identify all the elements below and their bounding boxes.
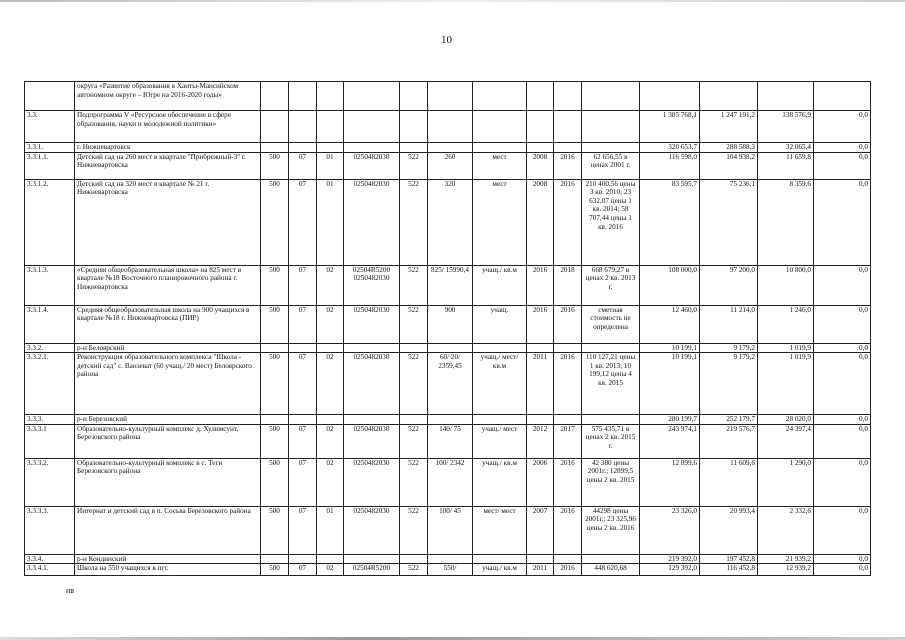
table-cell — [400, 554, 428, 564]
table-cell: 522 — [400, 564, 428, 576]
table-cell: 02 — [317, 424, 344, 458]
table-row — [25, 424, 871, 458]
table-cell: 11 609,6 — [700, 458, 758, 506]
table-cell: 1 019,9 — [758, 353, 814, 415]
table-cell: Средняя общеобразовательная школа на 900 учащихся в квартале №18 г. Нижневартовска (ПИР) — [75, 305, 261, 343]
table-cell: 1 247 191,2 — [700, 111, 758, 143]
table-cell: 0,0 — [814, 265, 871, 305]
table-cell: 3.3.3.3. — [25, 506, 75, 554]
table-cell: 3.3. — [25, 111, 75, 143]
table-cell: 2016 — [554, 353, 582, 415]
table-cell: 07 — [289, 564, 317, 576]
table-cell: 10 800,0 — [758, 265, 814, 305]
table-cell: 10 199,1 — [640, 343, 700, 353]
table-cell: 02 — [317, 564, 344, 576]
table-cell: 0,0 — [814, 424, 871, 458]
table-cell — [261, 111, 289, 143]
table-cell — [261, 343, 289, 353]
table-cell — [289, 343, 317, 353]
table-cell — [473, 343, 527, 353]
table-cell: 210 400,56 цены 3 кв. 2010; 23 632,07 цены 1 кв. 2014; 58 707,44 цены 1 кв. 2016 — [582, 179, 640, 265]
table-cell: 97 200,0 — [700, 265, 758, 305]
table-cell: 320 — [428, 179, 473, 265]
table-cell: 02 — [317, 353, 344, 415]
table-cell — [25, 82, 75, 111]
table-cell: 07 — [289, 458, 317, 506]
table-cell: 3.3.2. — [25, 343, 75, 353]
table-cell: Детский сад на 320 мест в квартале № 21 г. Нижневартовска — [75, 179, 261, 265]
table-cell: 02504R5200 0250482030 — [344, 265, 400, 305]
table-cell: мест — [473, 152, 527, 179]
table-cell: 138 576,9 — [758, 111, 814, 143]
table-cell: 0250482030 — [344, 152, 400, 179]
table-cell: 500 — [261, 353, 289, 415]
table-cell: 108 000,0 — [640, 265, 700, 305]
table-cell — [400, 415, 428, 425]
table-cell — [428, 415, 473, 425]
table-cell: 2016 — [554, 506, 582, 554]
table-cell — [428, 111, 473, 143]
table-cell — [317, 143, 344, 153]
table-cell: 260 — [428, 152, 473, 179]
table-cell: 28 020,0 — [758, 415, 814, 425]
table-cell: 9 179,2 — [700, 353, 758, 415]
table-cell: мест/ мест — [473, 506, 527, 554]
table-cell: 0,0 — [814, 111, 871, 143]
table-cell: 21 939,2 — [758, 554, 814, 564]
table-cell: 23 326,0 — [640, 506, 700, 554]
table-cell — [289, 415, 317, 425]
table-cell — [289, 111, 317, 143]
table-cell — [758, 82, 814, 111]
table-cell: 2017 — [554, 424, 582, 458]
table-cell — [527, 343, 554, 353]
table-cell: 2016 — [554, 152, 582, 179]
table-cell: 0250482030 — [344, 424, 400, 458]
table-cell — [582, 143, 640, 153]
table-cell: 522 — [400, 265, 428, 305]
table-cell: 01 — [317, 179, 344, 265]
table-cell: 2016 — [554, 564, 582, 576]
table-cell — [317, 82, 344, 111]
table-cell: 0,0 — [814, 143, 871, 153]
table-cell: 8 359,6 — [758, 179, 814, 265]
table-cell — [554, 111, 582, 143]
table-cell: 0,0 — [814, 152, 871, 179]
table-cell — [473, 554, 527, 564]
table-cell: 100/ 45 — [428, 506, 473, 554]
table-cell: 550/ — [428, 564, 473, 576]
table-cell: 07 — [289, 152, 317, 179]
table-cell: 07 — [289, 353, 317, 415]
table-cell: 02 — [317, 305, 344, 343]
table-cell: 3.3.1.3. — [25, 265, 75, 305]
table-cell: 3.3.3.2. — [25, 458, 75, 506]
table-cell: «Средняя общеобразовательная школа» на 825 мест в квартале №18 Восточного планировочного района г. Нижневартовска — [75, 265, 261, 305]
table-cell: 1 290,0 — [758, 458, 814, 506]
table-cell: 42 380 цены 2001г.; 12899,5 цены 2 кв. 2015 — [582, 458, 640, 506]
footer-mark: нв — [66, 586, 75, 595]
table-cell — [261, 554, 289, 564]
page-number: 10 — [441, 34, 452, 46]
table-cell: 01 — [317, 152, 344, 179]
table-cell: 02 — [317, 265, 344, 305]
table-cell: 219 392,0 — [640, 554, 700, 564]
table-cell — [428, 343, 473, 353]
table-cell: учащ./ кв.м — [473, 458, 527, 506]
table-cell: 62 656,55 в ценах 2001 г. — [582, 152, 640, 179]
table-row — [25, 265, 871, 305]
table-cell — [582, 343, 640, 353]
table-cell — [400, 143, 428, 153]
table-cell — [527, 415, 554, 425]
table-cell: 104 938,2 — [700, 152, 758, 179]
table-cell: 01 — [317, 506, 344, 554]
table-cell: 02 — [317, 458, 344, 506]
table-cell: 522 — [400, 152, 428, 179]
table-row — [25, 554, 871, 564]
table-cell — [554, 82, 582, 111]
table-row — [25, 458, 871, 506]
table-cell: р-н Белоярский — [75, 343, 261, 353]
table-cell: 0,0 — [814, 343, 871, 353]
table-cell — [527, 111, 554, 143]
table-cell: 2008 — [527, 179, 554, 265]
table-cell — [473, 415, 527, 425]
table-cell: 07 — [289, 265, 317, 305]
table-cell — [261, 143, 289, 153]
budget-table — [24, 81, 871, 576]
table-row — [25, 152, 871, 179]
table-cell: 668 679,27 в ценах 2 кв. 2013 г. — [582, 265, 640, 305]
table-cell: Образовательно-культурный комплекс д. Хулимсунт, Березовского района — [75, 424, 261, 458]
table-row — [25, 305, 871, 343]
table-cell: 3.3.4. — [25, 554, 75, 564]
table-cell: 2007 — [527, 506, 554, 554]
table-cell: 100/ 2342 — [428, 458, 473, 506]
table-cell: 116 598,0 — [640, 152, 700, 179]
table-cell: 0250482030 — [344, 305, 400, 343]
table-cell: 288 588,3 — [700, 143, 758, 153]
table-cell — [344, 554, 400, 564]
table-cell: 500 — [261, 424, 289, 458]
table-cell — [344, 82, 400, 111]
table-cell: 1 019,9 — [758, 343, 814, 353]
table-cell: сметная стоимость не определена — [582, 305, 640, 343]
table-cell — [554, 343, 582, 353]
table-cell: 2 332,6 — [758, 506, 814, 554]
table-cell: 0,0 — [814, 458, 871, 506]
table-cell — [317, 554, 344, 564]
table-cell — [473, 143, 527, 153]
table-cell: 32 065,4 — [758, 143, 814, 153]
table-cell: 12 939,2 — [758, 564, 814, 576]
table-cell: 44298 цены 2001г.; 23 325,96 цены 2 кв. 2016 — [582, 506, 640, 554]
table-cell: 07 — [289, 506, 317, 554]
table-cell — [582, 415, 640, 425]
table-cell: 825/ 15990,4 — [428, 265, 473, 305]
table-row — [25, 353, 871, 415]
table-cell: 0250482030 — [344, 353, 400, 415]
table-cell: 522 — [400, 353, 428, 415]
table-cell: Детский сад на 260 мест в квартале "Прибрежный-3" г. Нижневартовска — [75, 152, 261, 179]
table-cell: 0,0 — [814, 554, 871, 564]
table-cell: 500 — [261, 265, 289, 305]
table-cell — [344, 111, 400, 143]
table-cell: 320 653,7 — [640, 143, 700, 153]
table-cell: 2016 — [527, 265, 554, 305]
table-cell: 0,0 — [814, 179, 871, 265]
table-cell — [344, 143, 400, 153]
table-cell: 129 392,0 — [640, 564, 700, 576]
table-cell — [317, 343, 344, 353]
table-cell: 500 — [261, 564, 289, 576]
table-cell: 0,0 — [814, 305, 871, 343]
table-cell — [400, 343, 428, 353]
table-cell — [582, 82, 640, 111]
table-row — [25, 143, 871, 153]
scan-edge-top — [0, 0, 905, 2]
table-cell — [554, 143, 582, 153]
table-cell: 522 — [400, 458, 428, 506]
table-cell: г. Нижневартовск — [75, 143, 261, 153]
table-cell: 12 899,6 — [640, 458, 700, 506]
table-cell — [289, 143, 317, 153]
table-cell: 500 — [261, 305, 289, 343]
table-cell — [554, 554, 582, 564]
table-cell: р-н Березовский — [75, 415, 261, 425]
table-cell: 500 — [261, 179, 289, 265]
table-cell: 11 214,0 — [700, 305, 758, 343]
table-cell: 280 199,7 — [640, 415, 700, 425]
table-cell: 10 199,1 — [640, 353, 700, 415]
table-cell: учащ./ кв.м — [473, 564, 527, 576]
table-cell — [261, 82, 289, 111]
table-cell: 0250482030 — [344, 179, 400, 265]
table-cell: 0250482030 — [344, 458, 400, 506]
table-cell: 0250482030 — [344, 506, 400, 554]
table-cell — [554, 415, 582, 425]
table-cell — [261, 415, 289, 425]
table-cell — [428, 82, 473, 111]
table-row — [25, 111, 871, 143]
table-cell: 9 179,2 — [700, 343, 758, 353]
table-cell: 575 435,71 в ценах 2 кв. 2015 г. — [582, 424, 640, 458]
table-cell: 3.3.3.1 — [25, 424, 75, 458]
table-cell: 522 — [400, 506, 428, 554]
table-cell: 02504R5200 — [344, 564, 400, 576]
table-cell: 2012 — [527, 424, 554, 458]
table-cell: 3.3.1. — [25, 143, 75, 153]
table-cell — [317, 415, 344, 425]
table-cell: 75 236,1 — [700, 179, 758, 265]
table-cell — [289, 554, 317, 564]
table-cell — [400, 111, 428, 143]
table-cell — [400, 82, 428, 111]
table-cell: 197 452,8 — [700, 554, 758, 564]
table-cell: 24 397,4 — [758, 424, 814, 458]
table-cell — [428, 554, 473, 564]
table-cell: 11 659,8 — [758, 152, 814, 179]
table-cell: 20 993,4 — [700, 506, 758, 554]
table-cell: 252 179,7 — [700, 415, 758, 425]
table-cell: 140/ 75 — [428, 424, 473, 458]
table-cell: учащ./ мест/ кв.м — [473, 353, 527, 415]
table-row — [25, 415, 871, 425]
table-cell: 2018 — [554, 265, 582, 305]
table-cell — [582, 111, 640, 143]
table-cell — [289, 82, 317, 111]
table-cell: учащ./ кв.м — [473, 265, 527, 305]
table-cell — [473, 111, 527, 143]
table-cell: 900 — [428, 305, 473, 343]
table-cell — [814, 82, 871, 111]
table-cell — [473, 82, 527, 111]
table-cell — [640, 82, 700, 111]
table-cell — [344, 343, 400, 353]
table-cell: 522 — [400, 424, 428, 458]
table-cell: 0,0 — [814, 564, 871, 576]
table-cell: 219 576,7 — [700, 424, 758, 458]
table-cell: Интернат и детский сад в п. Сосьва Березовского района — [75, 506, 261, 554]
table-cell — [317, 111, 344, 143]
table-cell — [428, 143, 473, 153]
table-cell: 3.3.1.2. — [25, 179, 75, 265]
table-cell: 500 — [261, 506, 289, 554]
table-cell: 116 452,8 — [700, 564, 758, 576]
table-cell: мест — [473, 179, 527, 265]
table-cell: округа «Развитие образования в Ханты-Мансийском автономном округе – Югре на 2016-2020 годы» — [75, 82, 261, 111]
table-row — [25, 564, 871, 576]
table-cell: 1 385 768,1 — [640, 111, 700, 143]
table-cell — [700, 82, 758, 111]
table-cell: учащ. — [473, 305, 527, 343]
table-cell: 2011 — [527, 564, 554, 576]
table-cell: 1 246,0 — [758, 305, 814, 343]
table-row — [25, 506, 871, 554]
table-cell — [527, 143, 554, 153]
table-cell: 83 595,7 — [640, 179, 700, 265]
table-cell: 2006 — [527, 458, 554, 506]
table-cell: 12 460,0 — [640, 305, 700, 343]
table-cell: 3.3.1.1. — [25, 152, 75, 179]
table-row — [25, 82, 871, 111]
table-cell: 448 620,68 — [582, 564, 640, 576]
table-cell: 3.3.4.1. — [25, 564, 75, 576]
table-cell: 60/ 20/ 2359,45 — [428, 353, 473, 415]
table-cell: 0,0 — [814, 353, 871, 415]
table-cell: р-н Кондинский — [75, 554, 261, 564]
table-cell: 0,0 — [814, 415, 871, 425]
table-cell: 522 — [400, 179, 428, 265]
table-cell: 3.3.3. — [25, 415, 75, 425]
table-cell: Подпрограмма V «Ресурсное обеспечение в сфере образования, науки и молодежной политики» — [75, 111, 261, 143]
table-cell: 2011 — [527, 353, 554, 415]
table-cell: 3.3.2.1. — [25, 353, 75, 415]
table-cell: 3.3.1.4. — [25, 305, 75, 343]
table-cell: 500 — [261, 458, 289, 506]
table-cell — [527, 82, 554, 111]
table-cell: Школа на 550 учащихся в пгт. — [75, 564, 261, 576]
table-cell: 2016 — [527, 305, 554, 343]
table-cell — [344, 415, 400, 425]
table-cell: 0,0 — [814, 506, 871, 554]
table-cell: 110 127,21 цены 1 кв. 2013; 10 199,12 цены 4 кв. 2015 — [582, 353, 640, 415]
table-cell: 07 — [289, 179, 317, 265]
table-cell: 522 — [400, 305, 428, 343]
table-row — [25, 343, 871, 353]
table-cell: 07 — [289, 305, 317, 343]
table-cell: 243 974,1 — [640, 424, 700, 458]
budget-table-wrapper — [24, 81, 868, 576]
table-cell: учащ./ мест — [473, 424, 527, 458]
table-cell: 500 — [261, 152, 289, 179]
table-cell: 2008 — [527, 152, 554, 179]
table-cell: 2016 — [554, 458, 582, 506]
table-cell: 2016 — [554, 179, 582, 265]
table-cell: Реконструкция образовательного комплекса "Школа - детский сад" с. Ванзеват (60 учащ./ 20 мест) Белоярского района — [75, 353, 261, 415]
table-cell: 2016 — [554, 305, 582, 343]
table-cell: 07 — [289, 424, 317, 458]
table-cell: Образовательно-культурный комплекс в с. Теги Березовского района — [75, 458, 261, 506]
table-row — [25, 179, 871, 265]
table-cell — [582, 554, 640, 564]
table-cell — [527, 554, 554, 564]
